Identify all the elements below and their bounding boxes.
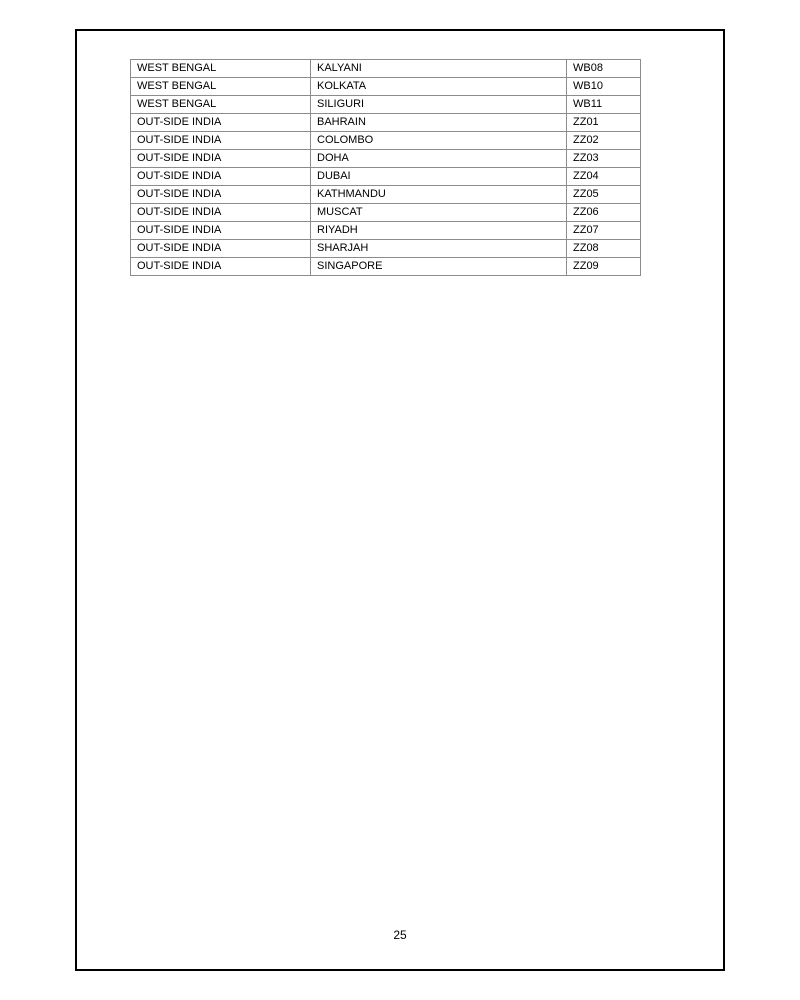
centre-code-table (130, 59, 641, 276)
table-row (131, 114, 641, 132)
state-cell: OUT-SIDE INDIA (131, 258, 311, 276)
city-cell: KATHMANDU (311, 186, 567, 204)
code-cell: ZZ08 (567, 240, 641, 258)
page-number: 25 (393, 928, 407, 942)
state-cell: OUT-SIDE INDIA (131, 240, 311, 258)
code-cell: ZZ09 (567, 258, 641, 276)
state-cell: OUT-SIDE INDIA (131, 114, 311, 132)
code-cell: ZZ07 (567, 222, 641, 240)
city-cell: MUSCAT (311, 204, 567, 222)
state-cell: OUT-SIDE INDIA (131, 222, 311, 240)
city-cell: RIYADH (311, 222, 567, 240)
table-row (131, 132, 641, 150)
city-cell: DOHA (311, 150, 567, 168)
table-row (131, 78, 641, 96)
code-cell: WB10 (567, 78, 641, 96)
table-row (131, 150, 641, 168)
code-cell: ZZ04 (567, 168, 641, 186)
code-cell: WB11 (567, 96, 641, 114)
code-cell: WB08 (567, 60, 641, 78)
city-cell: SHARJAH (311, 240, 567, 258)
city-cell: KOLKATA (311, 78, 567, 96)
state-cell: OUT-SIDE INDIA (131, 150, 311, 168)
state-cell: WEST BENGAL (131, 96, 311, 114)
code-cell: ZZ01 (567, 114, 641, 132)
state-cell: WEST BENGAL (131, 78, 311, 96)
table-row (131, 168, 641, 186)
state-cell: WEST BENGAL (131, 60, 311, 78)
code-cell: ZZ05 (567, 186, 641, 204)
city-cell: COLOMBO (311, 132, 567, 150)
table-row (131, 240, 641, 258)
table-row (131, 96, 641, 114)
state-cell: OUT-SIDE INDIA (131, 186, 311, 204)
code-cell: ZZ03 (567, 150, 641, 168)
table-row (131, 60, 641, 78)
state-cell: OUT-SIDE INDIA (131, 204, 311, 222)
state-cell: OUT-SIDE INDIA (131, 132, 311, 150)
code-cell: ZZ06 (567, 204, 641, 222)
table-row (131, 204, 641, 222)
city-cell: SINGAPORE (311, 258, 567, 276)
table-row (131, 186, 641, 204)
city-cell: SILIGURI (311, 96, 567, 114)
city-cell: BAHRAIN (311, 114, 567, 132)
city-cell: DUBAI (311, 168, 567, 186)
table-row (131, 258, 641, 276)
state-cell: OUT-SIDE INDIA (131, 168, 311, 186)
city-cell: KALYANI (311, 60, 567, 78)
table-row (131, 222, 641, 240)
code-cell: ZZ02 (567, 132, 641, 150)
